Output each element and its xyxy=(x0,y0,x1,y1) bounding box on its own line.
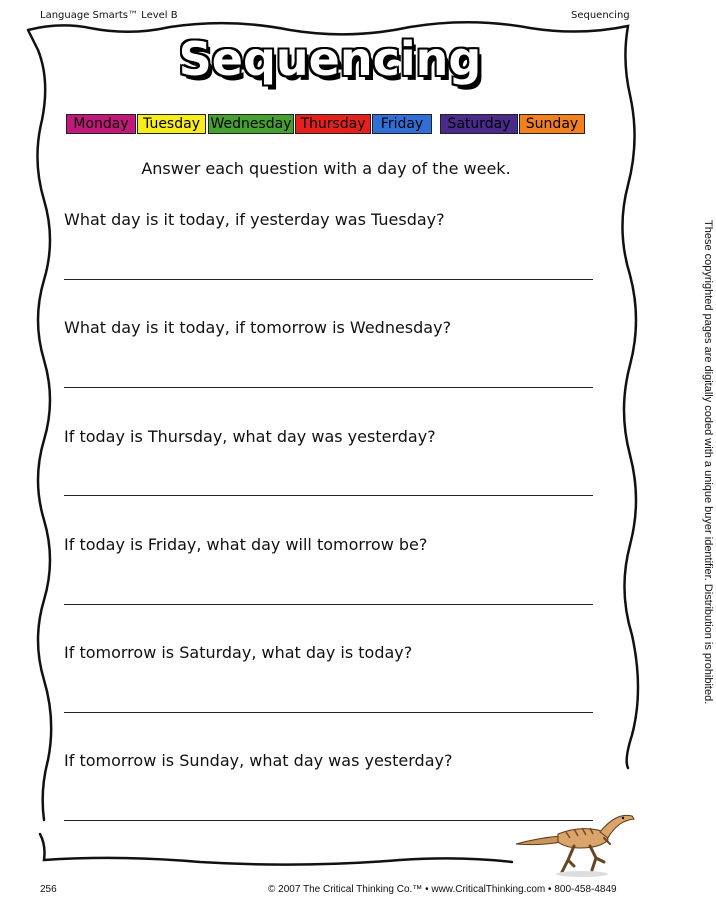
question-2: What day is it today, if tomorrow is Wednesday? xyxy=(64,318,452,337)
answer-line-2[interactable] xyxy=(64,387,593,388)
day-friday: Friday xyxy=(372,114,432,134)
question-1: What day is it today, if yesterday was Tuesday? xyxy=(64,210,445,229)
header-topic-label: Sequencing xyxy=(571,10,630,21)
instructions: Answer each question with a day of the week. xyxy=(141,159,511,178)
answer-line-5[interactable] xyxy=(64,712,593,713)
copyright-side-note: These copyrighted pages are digitally coded with a unique buyer identifier. Distribution is prohibited. xyxy=(702,220,714,705)
answer-line-3[interactable] xyxy=(64,495,593,496)
day-monday: Monday xyxy=(66,114,136,134)
page-number: 256 xyxy=(40,884,57,895)
day-tuesday: Tuesday xyxy=(137,114,206,134)
dinosaur-illustration xyxy=(508,808,638,878)
day-sunday: Sunday xyxy=(519,114,585,134)
question-6: If tomorrow is Sunday, what day was yesterday? xyxy=(64,751,453,770)
answer-line-4[interactable] xyxy=(64,604,593,605)
question-3: If today is Thursday, what day was yesterday? xyxy=(64,427,436,446)
question-5: If tomorrow is Saturday, what day is today? xyxy=(64,643,413,662)
header-series-label: Language Smarts™ Level B xyxy=(40,10,178,21)
question-4: If today is Friday, what day will tomorrow be? xyxy=(64,535,428,554)
answer-line-1[interactable] xyxy=(64,279,593,280)
footer-copyright: © 2007 The Critical Thinking Co.™ • www.CriticalThinking.com • 800-458-4849 xyxy=(268,884,617,895)
day-saturday: Saturday xyxy=(440,114,518,134)
page-title: Sequencing xyxy=(178,32,482,86)
day-wednesday: Wednesday xyxy=(208,114,294,134)
day-thursday: Thursday xyxy=(295,114,371,134)
